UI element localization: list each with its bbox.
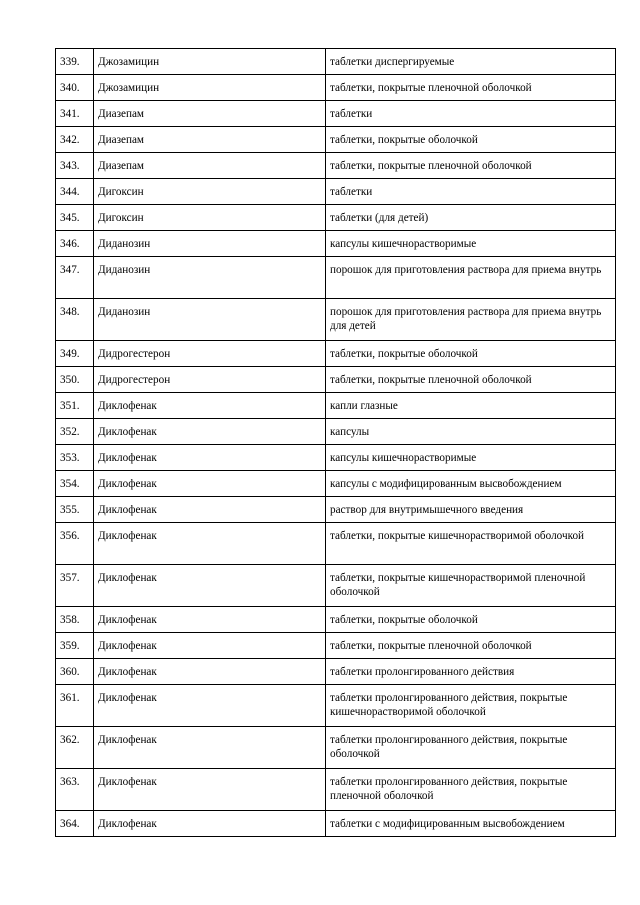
table-row [56,179,616,205]
table-row [56,257,616,299]
table-row [56,445,616,471]
row-number: 350. [56,367,94,393]
drug-name: Джозамицин [94,49,326,75]
row-number: 353. [56,445,94,471]
drug-name: Диклофенак [94,811,326,837]
dosage-form: таблетки, покрытые пленочной оболочкой [326,633,616,659]
table-row [56,633,616,659]
table-row [56,523,616,565]
table-row [56,205,616,231]
drug-table [55,48,616,837]
row-number: 343. [56,153,94,179]
drug-name: Диклофенак [94,633,326,659]
drug-name: Диклофенак [94,769,326,811]
drug-name: Диклофенак [94,523,326,565]
drug-name: Диазепам [94,127,326,153]
drug-name: Джозамицин [94,75,326,101]
row-number: 356. [56,523,94,565]
row-number: 357. [56,565,94,607]
dosage-form: таблетки, покрытые пленочной оболочкой [326,153,616,179]
table-row [56,497,616,523]
row-number: 354. [56,471,94,497]
dosage-form: таблетки (для детей) [326,205,616,231]
drug-name: Диазепам [94,101,326,127]
drug-name: Диклофенак [94,685,326,727]
drug-name: Диклофенак [94,445,326,471]
drug-name: Диклофенак [94,607,326,633]
dosage-form: таблетки пролонгированного действия [326,659,616,685]
table-row [56,127,616,153]
drug-name: Диклофенак [94,727,326,769]
dosage-form: таблетки пролонгированного действия, покрытые пленочной оболочкой [326,769,616,811]
drug-name: Диданозин [94,299,326,341]
dosage-form: таблетки, покрытые кишечнорастворимой пленочной оболочкой [326,565,616,607]
table-row [56,419,616,445]
table-row [56,299,616,341]
table-row [56,685,616,727]
dosage-form: порошок для приготовления раствора для приема внутрь для детей [326,299,616,341]
table-row [56,471,616,497]
dosage-form: таблетки с модифицированным высвобождением [326,811,616,837]
dosage-form: капсулы кишечнорастворимые [326,231,616,257]
table-row [56,727,616,769]
dosage-form: капсулы с модифицированным высвобождением [326,471,616,497]
drug-name: Диданозин [94,257,326,299]
row-number: 341. [56,101,94,127]
row-number: 359. [56,633,94,659]
drug-name: Диклофенак [94,497,326,523]
table-row [56,231,616,257]
row-number: 363. [56,769,94,811]
dosage-form: таблетки, покрытые оболочкой [326,607,616,633]
table-row [56,811,616,837]
drug-name: Диклофенак [94,393,326,419]
dosage-form: таблетки пролонгированного действия, покрытые оболочкой [326,727,616,769]
row-number: 362. [56,727,94,769]
row-number: 339. [56,49,94,75]
row-number: 351. [56,393,94,419]
table-row [56,769,616,811]
table-row [56,659,616,685]
drug-name: Диданозин [94,231,326,257]
table-row [56,101,616,127]
dosage-form: таблетки, покрытые пленочной оболочкой [326,367,616,393]
drug-name: Диклофенак [94,659,326,685]
row-number: 361. [56,685,94,727]
row-number: 345. [56,205,94,231]
table-row [56,607,616,633]
dosage-form: капсулы кишечнорастворимые [326,445,616,471]
table-row [56,49,616,75]
row-number: 364. [56,811,94,837]
table-row [56,153,616,179]
row-number: 344. [56,179,94,205]
row-number: 349. [56,341,94,367]
dosage-form: таблетки [326,101,616,127]
dosage-form: таблетки, покрытые кишечнорастворимой оболочкой [326,523,616,565]
dosage-form: таблетки, покрытые пленочной оболочкой [326,75,616,101]
row-number: 355. [56,497,94,523]
table-row [56,367,616,393]
row-number: 358. [56,607,94,633]
dosage-form: таблетки, покрытые оболочкой [326,341,616,367]
drug-name: Диклофенак [94,565,326,607]
dosage-form: таблетки пролонгированного действия, покрытые кишечнорастворимой оболочкой [326,685,616,727]
drug-name: Дигоксин [94,205,326,231]
dosage-form: раствор для внутримышечного введения [326,497,616,523]
table-row [56,75,616,101]
table-row [56,565,616,607]
row-number: 346. [56,231,94,257]
drug-name: Дидрогестерон [94,367,326,393]
row-number: 348. [56,299,94,341]
drug-name: Дидрогестерон [94,341,326,367]
row-number: 342. [56,127,94,153]
dosage-form: таблетки [326,179,616,205]
row-number: 347. [56,257,94,299]
drug-name: Дигоксин [94,179,326,205]
dosage-form: таблетки, покрытые оболочкой [326,127,616,153]
drug-name: Диазепам [94,153,326,179]
dosage-form: капли глазные [326,393,616,419]
dosage-form: порошок для приготовления раствора для приема внутрь [326,257,616,299]
dosage-form: таблетки диспергируемые [326,49,616,75]
drug-name: Диклофенак [94,419,326,445]
row-number: 340. [56,75,94,101]
drug-name: Диклофенак [94,471,326,497]
dosage-form: капсулы [326,419,616,445]
table-row [56,341,616,367]
table-row [56,393,616,419]
row-number: 360. [56,659,94,685]
row-number: 352. [56,419,94,445]
